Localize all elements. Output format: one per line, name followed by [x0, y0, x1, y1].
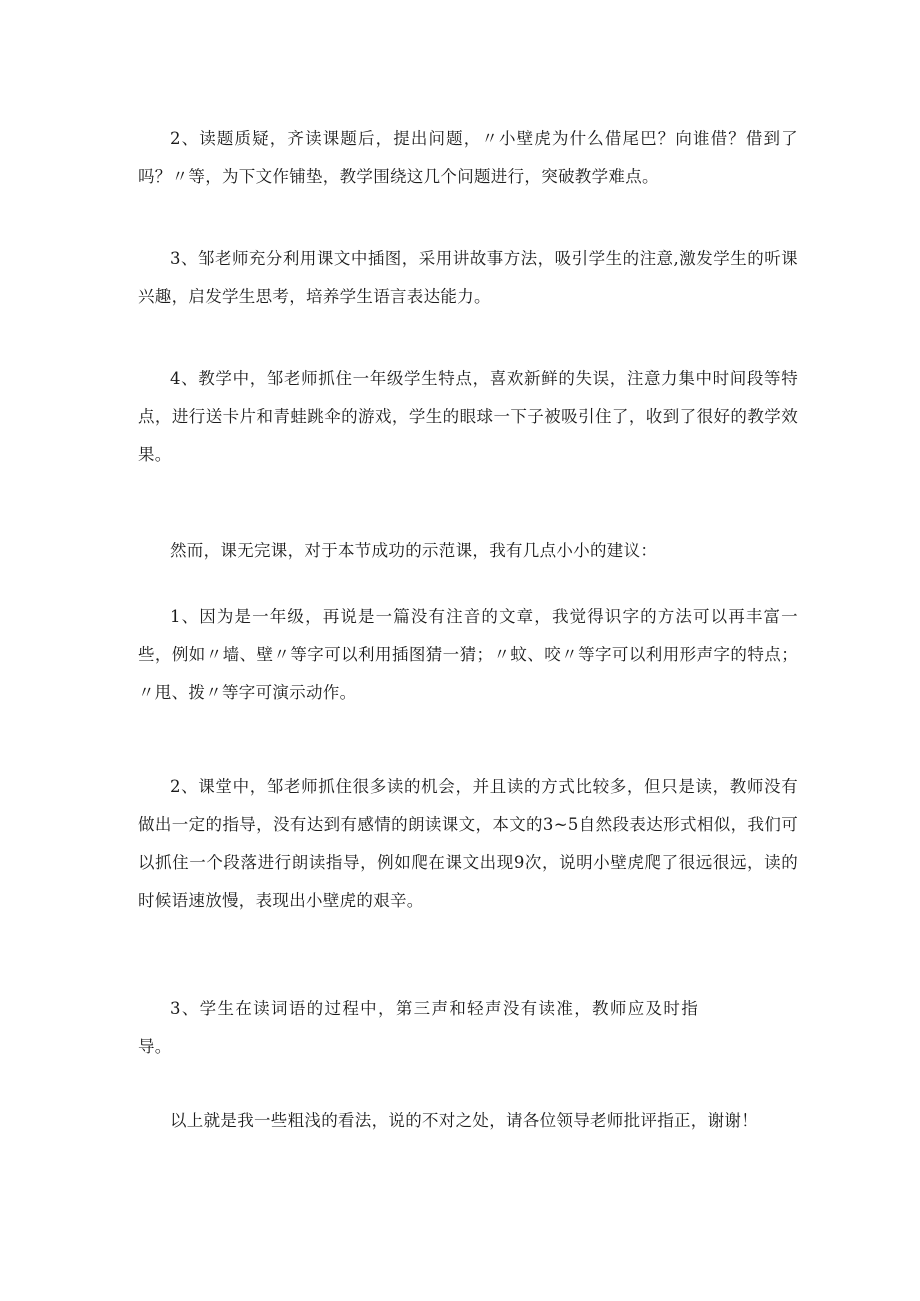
paragraph-suggestion-tones: 3、学生在读词语的过程中，第三声和轻声没有读准，教师应及时指导。: [138, 999, 698, 1056]
paragraph-suggestions-intro: 然而，课无完课，对于本节成功的示范课，我有几点小小的建议：: [170, 541, 658, 560]
paragraph-student-characteristics: 4、教学中，邹老师抓住一年级学生特点，喜欢新鲜的失误，注意力集中时间段等特点，进行送卡片和青蛙跳伞的游戏，学生的眼球一下子被吸引住了，收到了很好的教学效果。: [138, 369, 798, 464]
paragraph-suggestion-reading-guidance: 2、课堂中，邹老师抓住很多读的机会，并且读的方式比较多，但只是读，教师没有做出一定的指导，没有达到有感情的朗读课文，本文的3~5自然段表达形式相似，我们可以抓住一个段落进行朗读指导，例如爬在课文出现9次，说明小壁虎爬了很远很远，读的时候语速放慢，表现出小壁虎的艰辛。: [138, 777, 798, 910]
paragraph-closing-remarks: 以上就是我一些粗浅的看法，说的不对之处，请各位领导老师批评指正，谢谢！: [170, 1111, 758, 1130]
paragraph-suggestion-literacy: 1、因为是一年级，再说是一篇没有注音的文章，我觉得识字的方法可以再丰富一些，例如〃墙、壁〃等字可以利用插图猜一猜；〃蚊、咬〃等字可以利用形声字的特点；〃甩、拨〃等字可演示动作。: [138, 607, 798, 702]
paragraph-reading-questions: 2、读题质疑，齐读课题后，提出问题，〃小壁虎为什么借尾巴？向谁借？借到了吗？〃等，为下文作铺垫，教学围绕这几个问题进行，突破教学难点。: [138, 129, 798, 186]
paragraph-illustration-storytelling: 3、邹老师充分利用课文中插图，采用讲故事方法，吸引学生的注意,激发学生的听课兴趣，启发学生思考，培养学生语言表达能力。: [138, 249, 798, 306]
